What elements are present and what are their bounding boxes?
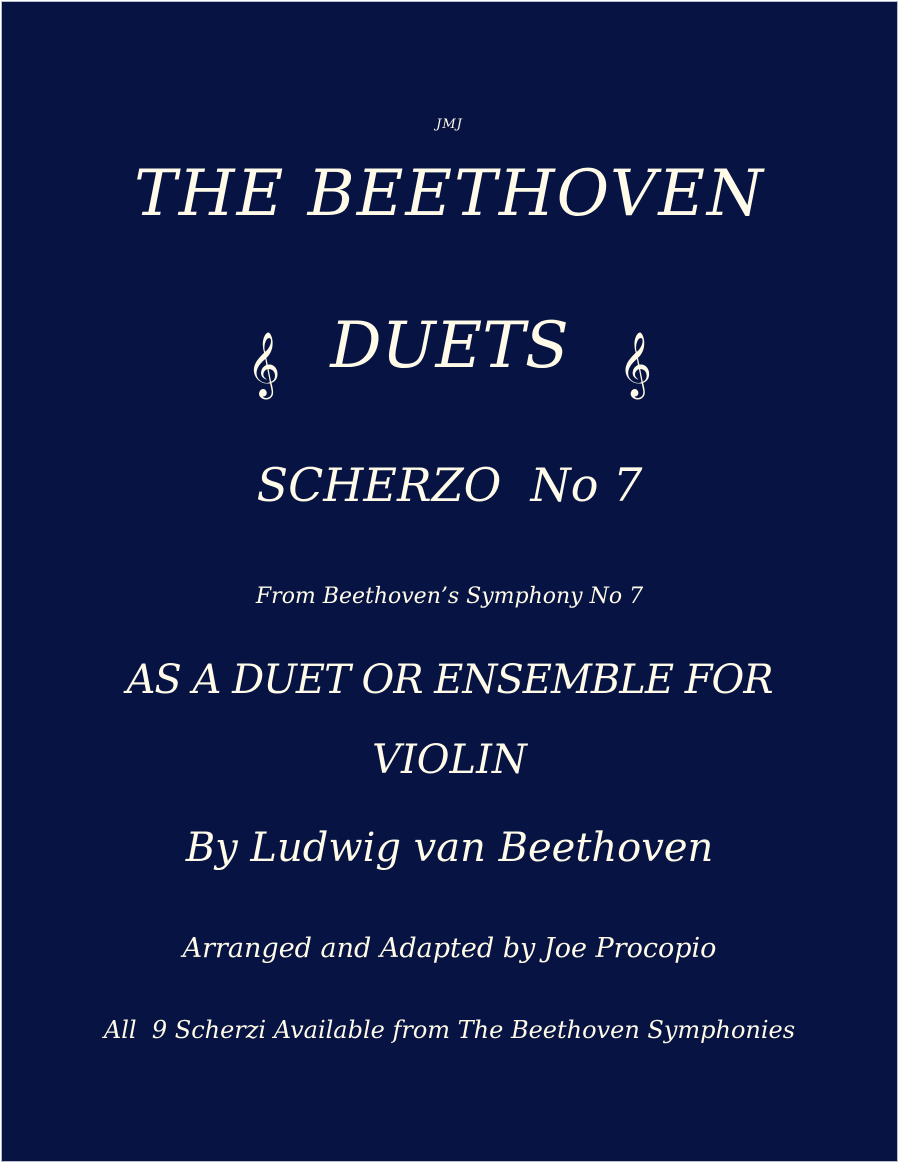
source-line: From Beethoven’s Symphony No 7: [255, 584, 644, 609]
sheet-music-cover: [1, 1, 898, 1162]
instrument-name: VIOLIN: [372, 737, 527, 783]
scherzo-subtitle: SCHERZO No 7: [256, 458, 643, 512]
treble-clef-icon: 𝄞: [618, 331, 652, 397]
duets-heading-row: [2, 309, 897, 397]
cover-title: THE BEETHOVEN: [134, 157, 765, 231]
arranger-line: Arranged and Adapted by Joe Procopio: [182, 933, 717, 964]
monogram: JMJ: [436, 117, 463, 132]
format-line: AS A DUET OR ENSEMBLE FOR: [126, 657, 773, 703]
duets-heading: DUETS: [330, 309, 569, 383]
availability-line: All 9 Scherzi Available from The Beethoven Symphonies: [103, 1016, 796, 1044]
composer-line: By Ludwig van Beethoven: [185, 825, 714, 871]
treble-clef-icon: 𝄞: [247, 331, 281, 397]
